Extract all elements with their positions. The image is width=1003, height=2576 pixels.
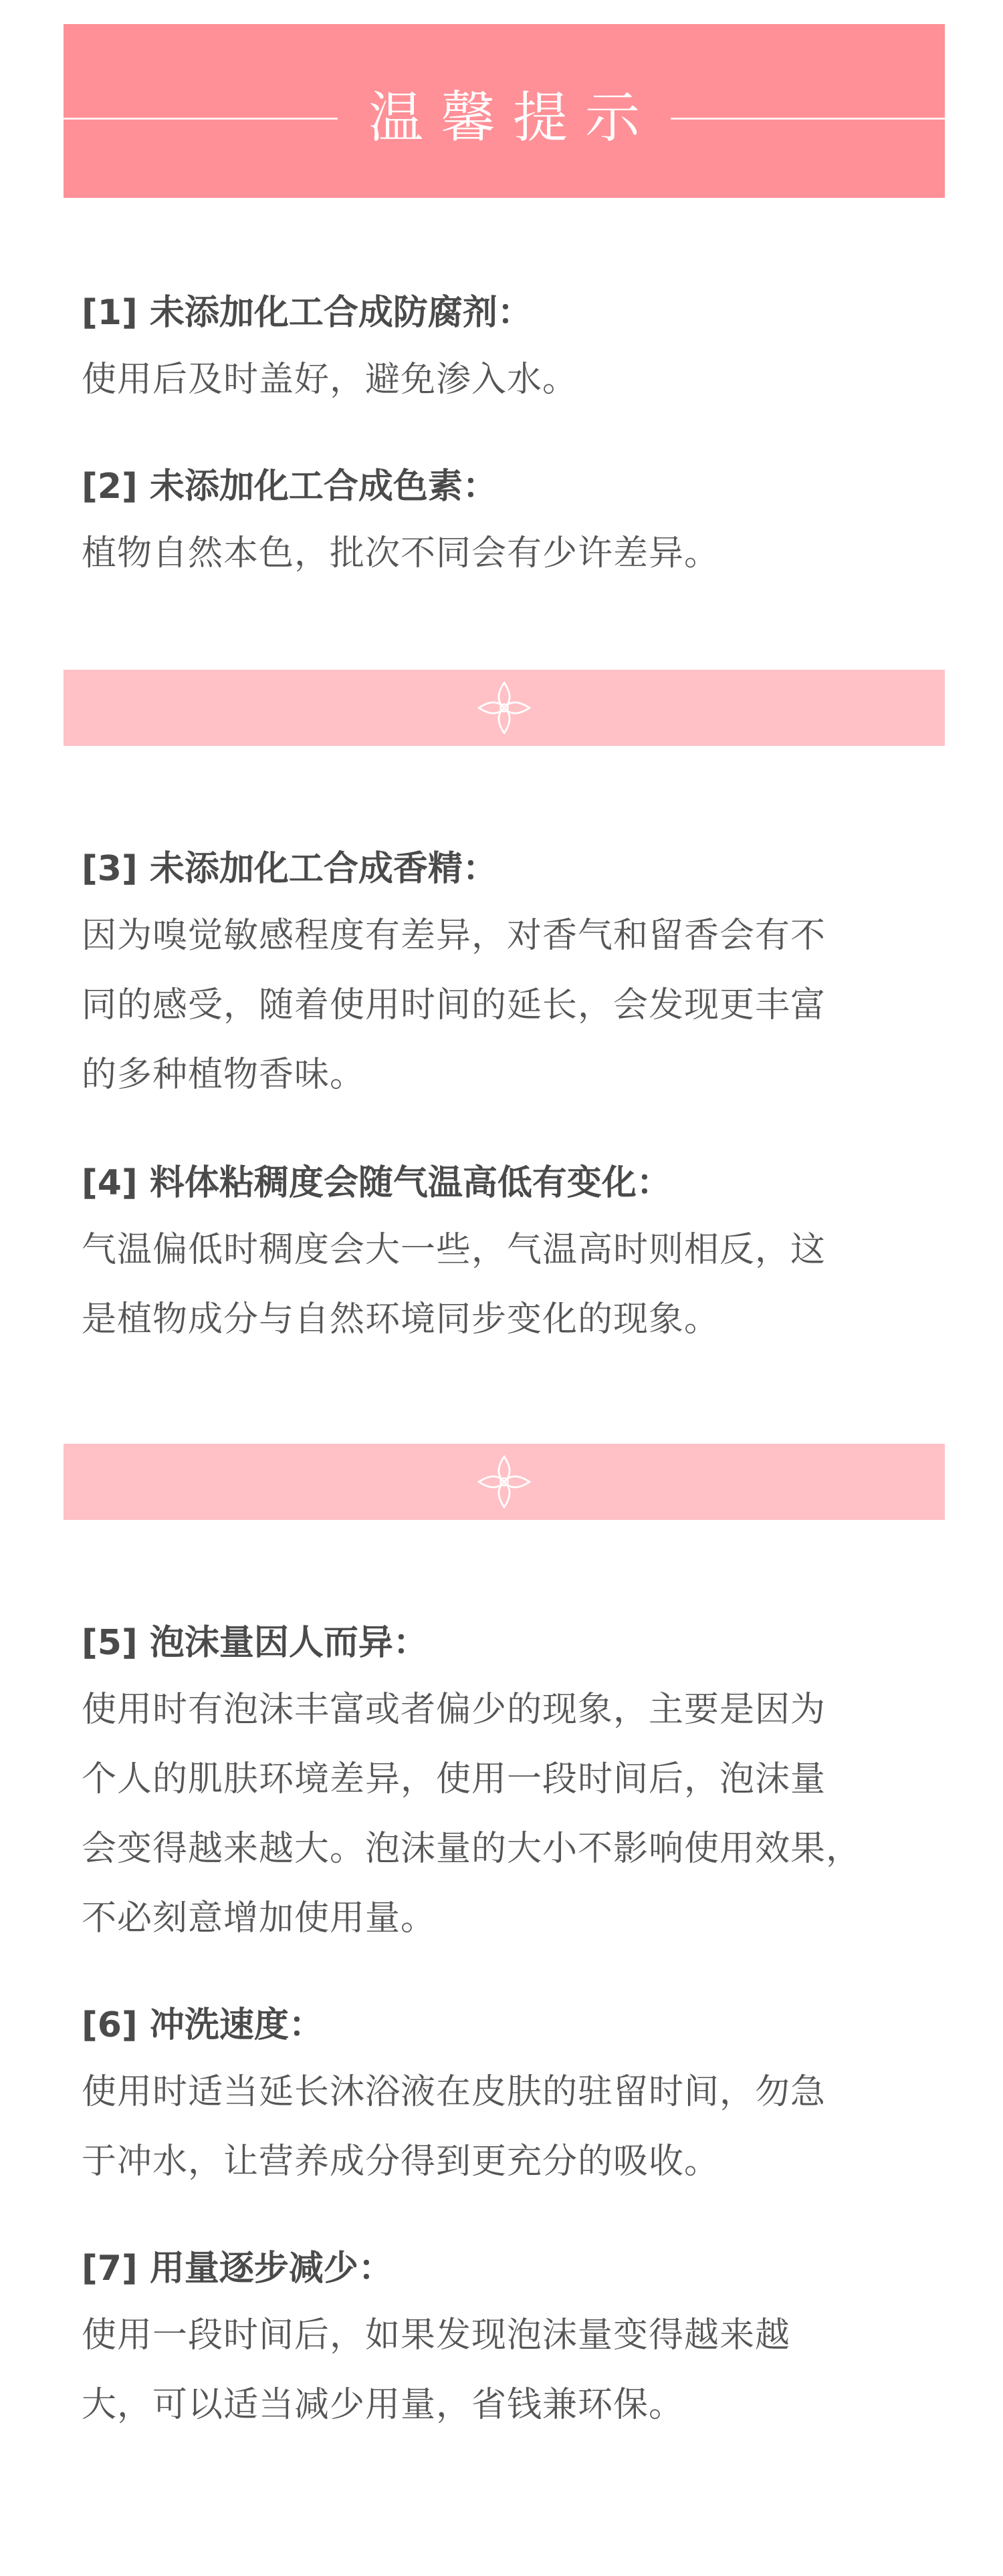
tip-body-line: 使用时适当延长沐浴液在皮肤的驻留时间，勿急 xyxy=(82,2072,826,2112)
tip-heading: [3] 未添加化工合成香精： xyxy=(82,849,497,889)
tip-body-line: 使用时有泡沫丰富或者偏少的现象，主要是因为 xyxy=(82,1690,826,1730)
header-banner xyxy=(64,24,945,198)
tip-item-5 xyxy=(82,1622,924,1953)
tip-body-line: 不必刻意增加使用量。 xyxy=(82,1898,437,1938)
tip-heading: [6] 冲洗速度： xyxy=(82,2005,324,2045)
tip-item-3 xyxy=(82,848,924,1110)
tip-item-4 xyxy=(82,1162,924,1354)
tip-body-line: 植物自然本色，批次不同会有少许差异。 xyxy=(82,533,720,573)
flower-ornament-icon xyxy=(474,1452,534,1512)
tip-heading: [1] 未添加化工合成防腐剂： xyxy=(82,293,532,333)
tip-body-line: 使用一段时间后，如果发现泡沫量变得越来越 xyxy=(82,2315,791,2355)
tip-body-line: 大，可以适当减少用量，省钱兼环保。 xyxy=(82,2385,685,2425)
tip-heading: [5] 泡沫量因人而异： xyxy=(82,1623,428,1663)
tip-item-2 xyxy=(82,465,924,588)
tip-body-line: 是植物成分与自然环境同步变化的现象。 xyxy=(82,1299,720,1339)
tip-item-1 xyxy=(82,291,924,414)
header-rule-right xyxy=(671,118,945,120)
tip-body-line: 因为嗅觉敏感程度有差异，对香气和留香会有不 xyxy=(82,916,826,956)
tip-body-line: 使用后及时盖好，避免渗入水。 xyxy=(82,360,578,400)
tip-heading: [2] 未添加化工合成色素： xyxy=(82,467,497,507)
tip-body-line: 于冲水，让营养成分得到更充分的吸收。 xyxy=(82,2142,720,2182)
section-divider xyxy=(64,670,945,746)
tip-body-line: 会变得越来越大。泡沫量的大小不影响使用效果， xyxy=(82,1829,862,1869)
tip-item-7 xyxy=(82,2247,924,2440)
tip-body-line: 同的感受，随着使用时间的延长，会发现更丰富 xyxy=(82,985,826,1025)
tip-heading: [7] 用量逐步减少： xyxy=(82,2248,393,2289)
flower-ornament-icon xyxy=(474,678,534,738)
tip-body-line: 的多种植物香味。 xyxy=(82,1055,366,1095)
page-title: 温馨提示 xyxy=(368,86,657,150)
tip-item-6 xyxy=(82,2004,924,2196)
tip-body-line: 个人的肌肤环境差异，使用一段时间后，泡沫量 xyxy=(82,1759,826,1799)
tip-heading: [4] 料体粘稠度会随气温高低有变化： xyxy=(82,1163,671,1203)
tip-body-line: 气温偏低时稠度会大一些，气温高时则相反，这 xyxy=(82,1230,826,1270)
section-divider xyxy=(64,1444,945,1520)
